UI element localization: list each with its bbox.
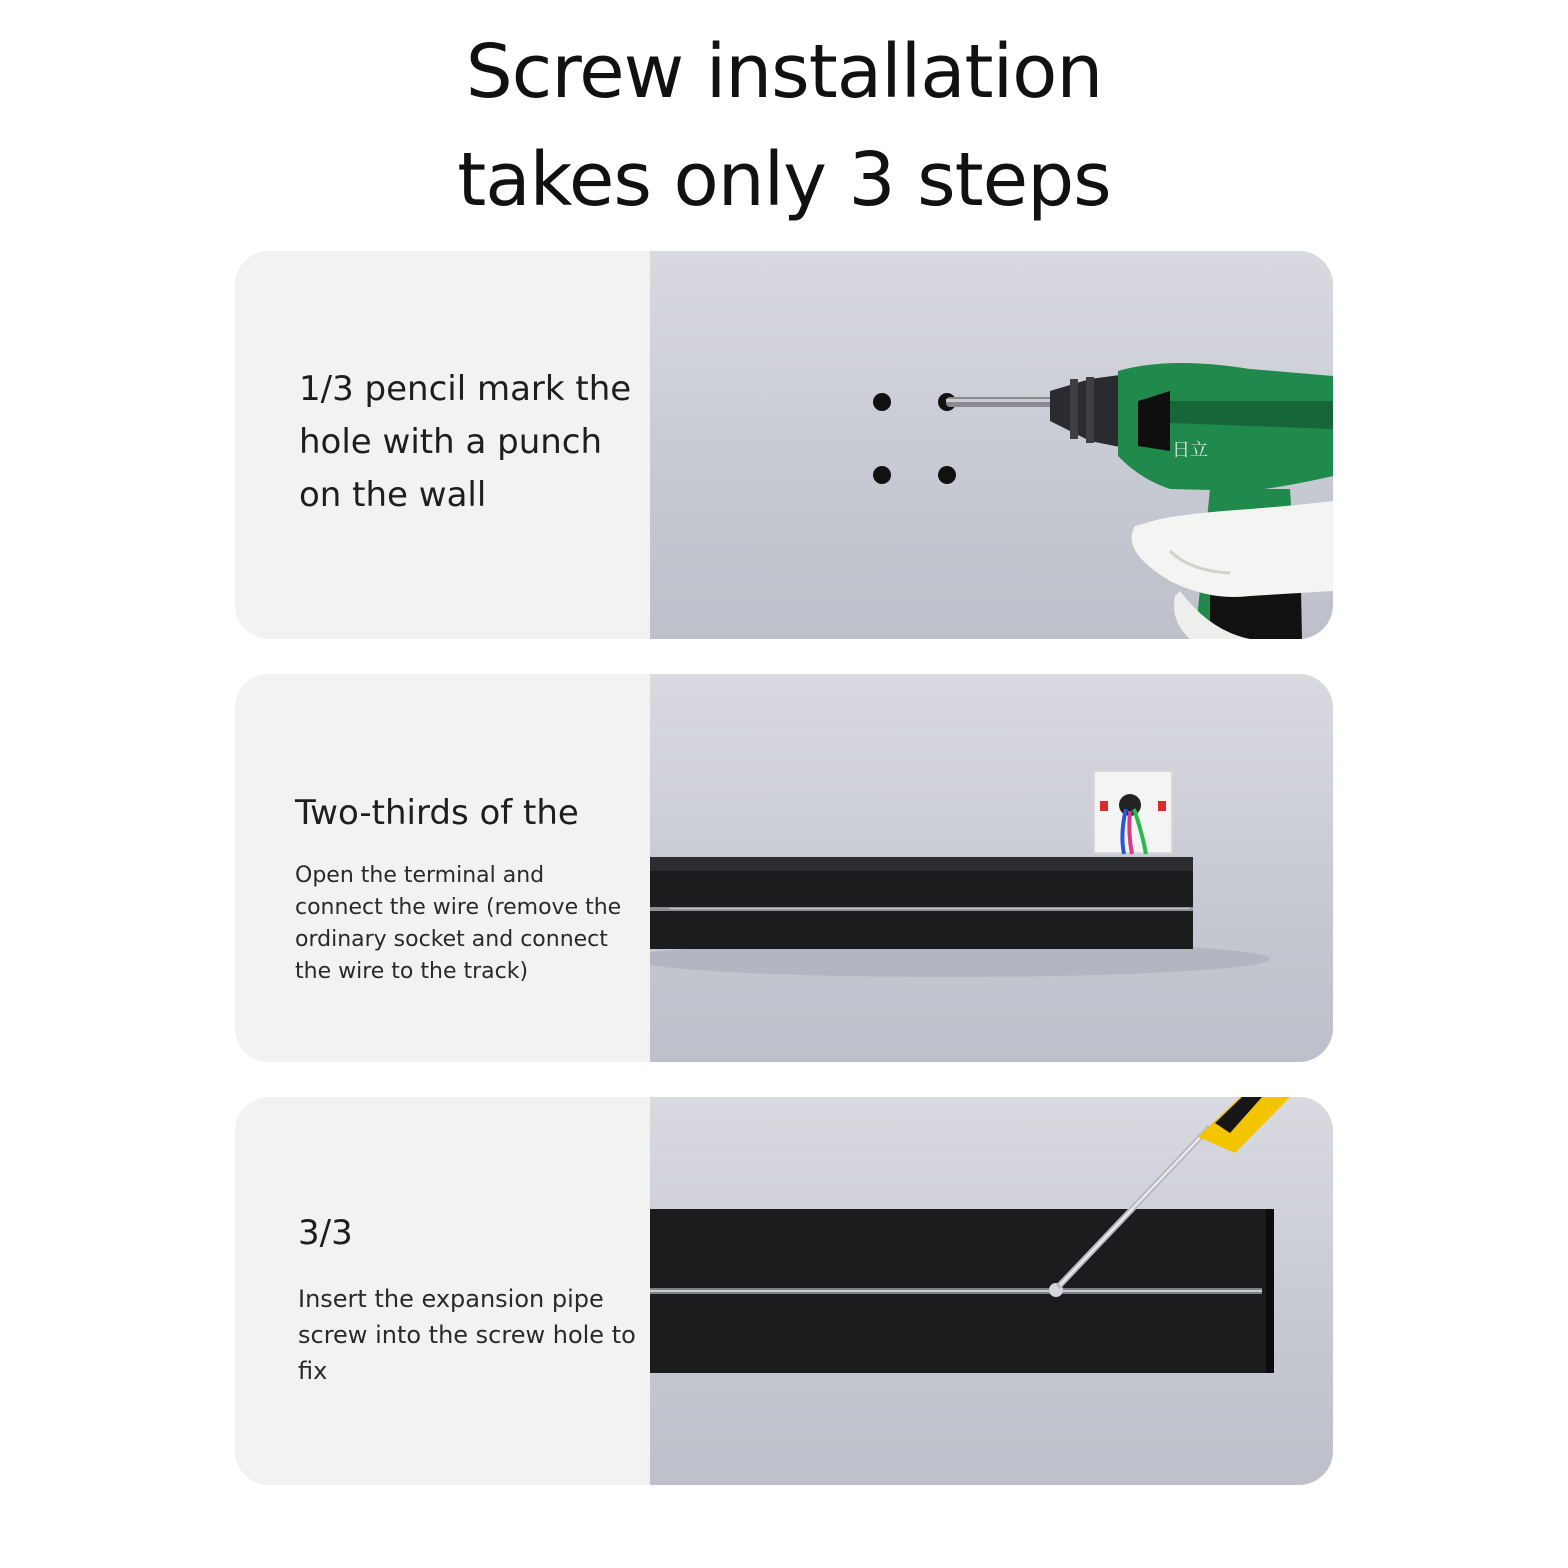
track-junction-box-icon — [650, 674, 1333, 1062]
step-3-illustration — [650, 1097, 1333, 1485]
step-1-heading: 1/3 pencil mark the hole with a punch on the wall — [299, 369, 632, 515]
step-2-illustration — [650, 674, 1333, 1062]
step-3-heading: 3/3 — [298, 1213, 353, 1253]
step-1-illustration — [650, 251, 1333, 639]
drill-icon — [650, 251, 1333, 639]
step-3-description: Insert the expansion pipe screw into the screw hole to fix — [298, 1285, 636, 1385]
page-title — [0, 18, 1568, 234]
step-2-description: Open the terminal and connect the wire (remove the ordinary socket and connect the wire to the track) — [295, 863, 622, 984]
step-card-3 — [235, 1097, 1333, 1485]
step-2-heading: Two-thirds of the — [295, 793, 579, 833]
hole-mark-4 — [938, 466, 956, 484]
drill-brand: 日立 — [1172, 440, 1208, 461]
hole-mark-1 — [873, 393, 891, 411]
title-line-2: takes only 3 steps — [457, 137, 1111, 223]
screwdriver-icon — [650, 1097, 1333, 1485]
step-card-2 — [235, 674, 1333, 1062]
step-3-text-panel — [235, 1097, 650, 1485]
hole-mark-3 — [873, 466, 891, 484]
step-card-1 — [235, 251, 1333, 639]
title-line-1: Screw installation — [465, 29, 1103, 115]
step-1-text-panel — [235, 251, 650, 639]
step-2-text-panel — [235, 674, 650, 1062]
